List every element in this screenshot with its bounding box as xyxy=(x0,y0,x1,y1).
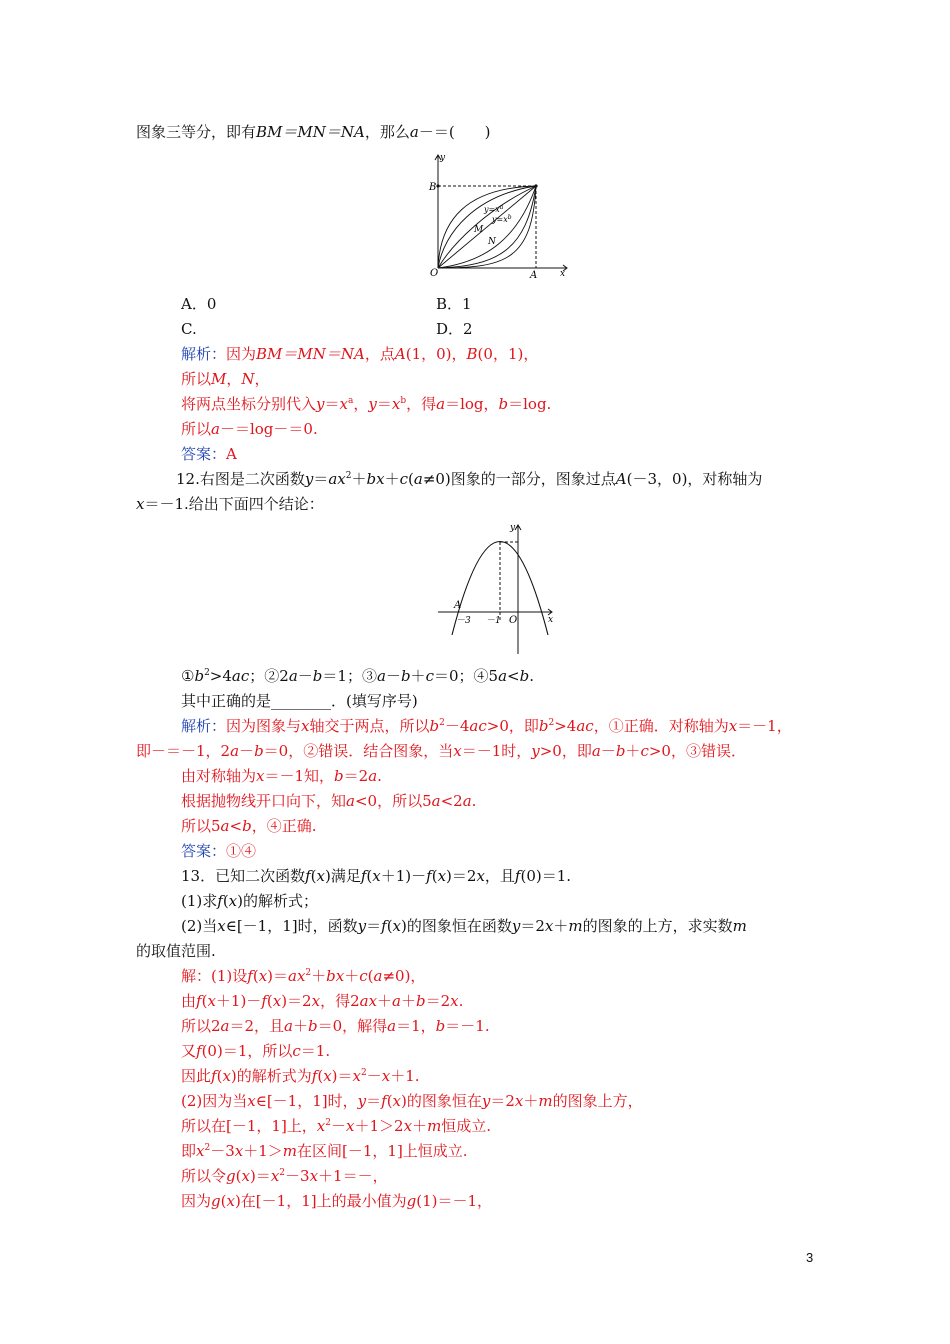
q12-analysis-line-3: 由对称轴为x＝－1知，b＝2a. xyxy=(181,767,382,785)
fig11-y-label: y xyxy=(440,153,446,163)
q12-analysis-line-1: 解析：因为图象与x轴交于两点，所以$b^2-4ac>0$，即$b^2>4ac$，①正确．对称轴为x＝－1， xyxy=(181,717,792,735)
q13-solution-line-9: 所以令$g(x)=x^2-3x+1=-$， xyxy=(181,1167,388,1185)
q12-analysis-line-2: 即－＝－1，2a－b＝0，②错误．结合图象，当x＝－1时，y>0，即a－b＋c>0，③错误． xyxy=(136,742,746,760)
q13-solution-line-7: 所以在[－1，1]上，$x^2-x+1>2x+m$恒成立. xyxy=(181,1117,492,1135)
q11-analysis-line-3: 将两点坐标分别代入$y=x^a$，$y=x^b$，得a＝log，b＝log. xyxy=(181,395,552,413)
q12-stem-line-1: 12.右图是二次函数$y=ax^2+bx+c(a\ne 0)$图象的一部分，图象过点A(－3，0)，对称轴为 xyxy=(176,470,763,488)
q12-fill-blank: 其中正确的是________．(填写序号) xyxy=(181,692,418,710)
fig11-M-label: M xyxy=(474,225,484,235)
fig12-x-label: x xyxy=(548,615,554,625)
q13-stem-line-1: 13．已知二次函数f(x)满足f(x＋1)－f(x)＝2x，且f(0)＝1. xyxy=(181,867,572,885)
fig11-A-label: A xyxy=(530,270,538,281)
q12-stem-line-2: x＝－1.给出下面四个结论： xyxy=(136,495,324,513)
q11-option-b[interactable]: B．1 xyxy=(436,295,472,313)
q11-stem: 图象三等分，即有BM＝MN＝NA，那么a－＝( ) xyxy=(136,123,491,141)
fig11-O-label: O xyxy=(430,268,439,279)
fig11-B-label: B xyxy=(429,182,437,193)
q13-part-1: (1)求f(x)的解析式； xyxy=(181,892,318,910)
q12-conclusions: $①b^2>4ac$；②2a－b＝1；③a－b＋c＝0；④5a<b. xyxy=(181,667,534,685)
fig12-y-label: y xyxy=(510,523,516,533)
fig11-curve-b-label: $y=x^b$ xyxy=(492,214,512,224)
q13-solution-line-3: 所以2a＝2，且a＋b＝0，解得a＝1，b＝－1. xyxy=(181,1017,490,1035)
q12-analysis-line-4: 根据抛物线开口向下，知a<0，所以5a<2a. xyxy=(181,792,477,810)
q11-power-function-figure xyxy=(426,150,572,284)
q12-analysis-line-5: 所以5a<b，④正确. xyxy=(181,817,317,835)
fig11-N-label: N xyxy=(488,237,496,247)
q11-analysis-line-2: 所以M，N， xyxy=(181,370,270,388)
fig12-O-label: O xyxy=(509,615,518,626)
fig11-x-label: x xyxy=(560,269,566,279)
q13-part-2: (2)当x∈[－1，1]时，函数y＝f(x)的图象恒在函数y＝2x＋m的图象的上方，求实数m xyxy=(181,917,747,935)
q13-solution-line-2: 由f(x＋1)－f(x)＝2x，得2ax＋a＋b＝2x. xyxy=(181,992,464,1010)
q12-parabola-figure xyxy=(432,518,562,658)
q13-solution-line-5: 因此f(x)的解析式为$f(x)=x^2-x+1$. xyxy=(181,1067,420,1085)
q11-answer: 答案：A xyxy=(181,445,237,463)
q11-option-a[interactable]: A．0 xyxy=(181,295,217,313)
q13-solution-line-10: 因为g(x)在[－1，1]上的最小值为g(1)＝－1， xyxy=(181,1192,493,1210)
fig11-curve-a-label: $y=x^a$ xyxy=(484,204,504,214)
q11-option-c[interactable]: C. xyxy=(181,320,197,338)
fig12-A-label: A xyxy=(454,600,462,611)
q13-part-2-cont: 的取值范围. xyxy=(136,942,216,960)
q13-solution-line-6: (2)因为当x∈[－1，1]时，y＝f(x)的图象恒在y＝2x＋m的图象上方， xyxy=(181,1092,643,1110)
q13-solution-line-4: 又f(0)＝1，所以c＝1. xyxy=(181,1042,331,1060)
q11-analysis-line-1: 解析：因为BM＝MN＝NA，点A(1，0)，B(0，1)， xyxy=(181,345,539,363)
page-number: 3 xyxy=(806,1250,814,1265)
q11-option-d[interactable]: D．2 xyxy=(436,320,473,338)
q13-solution-line-1: 解：(1)设$f(x)=ax^2+bx+c(a\ne 0)$， xyxy=(181,967,426,985)
q11-analysis-line-4: 所以a－＝log－＝0. xyxy=(181,420,318,438)
fig12-tick-minus3: －3 xyxy=(456,616,471,626)
fig12-tick-minus1: －1 xyxy=(486,616,501,626)
q12-answer: 答案：①④ xyxy=(181,842,257,860)
q13-solution-line-8: 即$x^2-3x+1>m$在区间[－1，1]上恒成立. xyxy=(181,1142,468,1160)
